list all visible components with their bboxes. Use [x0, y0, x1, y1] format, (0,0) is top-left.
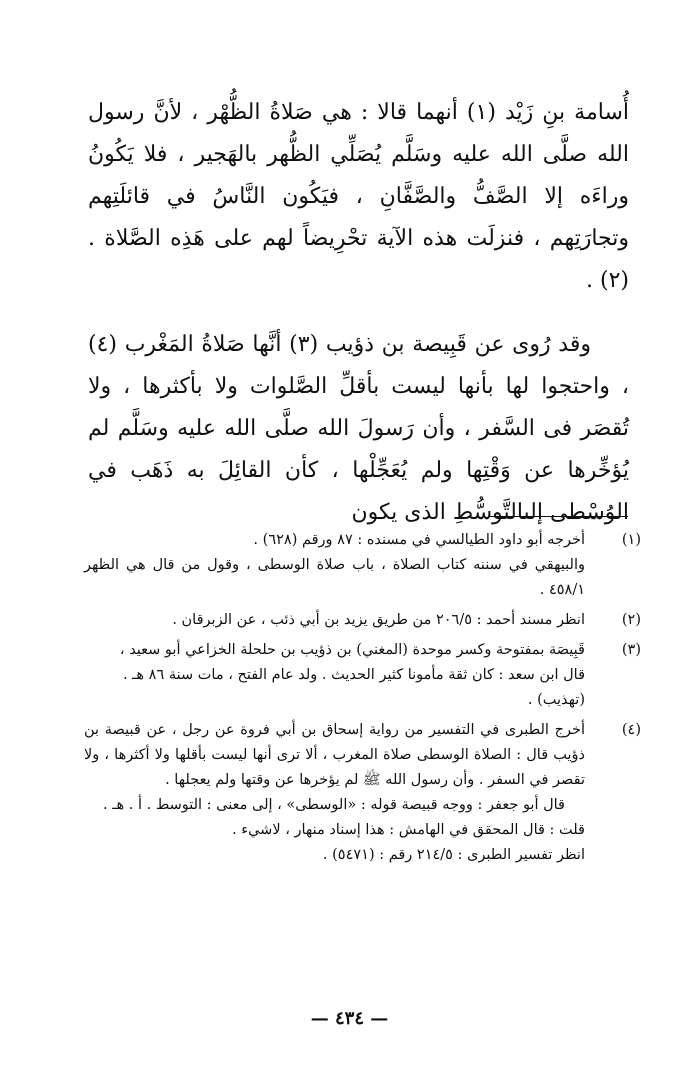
- footnote-line: قلت : قال المحقق في الهامش : هذا إسناد منهار ، لاشيء .: [232, 822, 585, 838]
- footnote-3: [84, 638, 641, 713]
- footnote-line: والبيهقي في سننه كتاب الصلاة ، باب صلاة الوسطى ، وقول من قال هي الظهر ٤٥٨/١ .: [84, 557, 585, 598]
- footnote-separator: [488, 516, 628, 517]
- footnote-line: قال أبو جعفر : ووجه قبيصة قوله : «الوسطى» ، إلى معنى : التوسط . أ . هـ .: [103, 797, 565, 813]
- footnote-number: (٤): [621, 722, 641, 738]
- footnote-line: انظر مسند أحمد : ٢٠٦/٥ من طريق يزيد بن أبي ذئب ، عن الزبرقان .: [172, 612, 585, 628]
- footnote-line: أخرج الطبرى في التفسير من رواية إسحاق بن أبي فروة عن رجل ، عن قبيصة بن ذؤيب قال : الصلاة الوسطى صلاة المغرب ، ألا ترى أنها ليست بأقلها ولا أكثرها ، ولا تقصر في السفر . وأن رسول الله ﷺ لم يؤخرها عن وقتها ولم يعجلها .: [84, 722, 585, 788]
- footnote-number: (٣): [621, 642, 641, 658]
- page-number: — ٤٣٤ —: [310, 1008, 389, 1029]
- footnote-body: [84, 528, 585, 603]
- footnotes: [84, 528, 641, 873]
- main-text: [88, 92, 629, 534]
- footnote-line: قَبِيصَة بمفتوحة وكسر موحدة (المغني) بن ذؤيب بن حلحلة الخزاعي أبو سعيد ،: [119, 642, 585, 658]
- footnote-line: قال ابن سعد : كان ثقة مأمونا كثير الحديث . ولد عام الفتح ، مات سنة ٨٦ هـ .: [122, 667, 585, 683]
- footnote-line: (تهذيب) .: [527, 692, 585, 708]
- footnote-body: [84, 608, 585, 633]
- footnote-number: (٢): [621, 612, 641, 628]
- footnote-line: انظر تفسير الطبرى : ٢١٤/٥ رقم : (٥٤٧١) .: [322, 847, 585, 863]
- footnote-number: (١): [621, 532, 641, 548]
- footnote-line: أخرجه أبو داود الطيالسي في مسنده : ٨٧ ورقم (٦٢٨) .: [253, 532, 585, 548]
- footnote-2: [84, 608, 641, 633]
- footnote-1: [84, 528, 641, 603]
- footnote-body: [84, 718, 585, 868]
- footnote-4: [84, 718, 641, 868]
- footnote-body: [84, 638, 585, 713]
- paragraph-1: أُسامة بنِ زَيْد (١) أنهما قالا : هي صَلاةُ الظُّهْر ، لأنَّ رسول الله صلَّى الله عليه وسَلَّم يُصَلِّي الظُّهر بالهَجير ، فلا يَكُونُ وراءَه إلا الصَّفُّ والصَّفَّانِ ، فيَكُون النَّاسُ في قائلَتِهم وتجارَتِهم ، فنزلَت هذه الآية تحْرِيضاً لهم على هَذِه الصَّلاة . (٢) .: [88, 100, 630, 293]
- paragraph-2: وقد رُوى عن قَبِيصة بن ذؤيب (٣) أنَّها صَلاةُ المَغْرب (٤) ، واحتجوا لها بأنها ليست بأقلِّ الصَّلوات ولا بأكثرها ، ولا تُقصَر فى السَّفر ، وأن رَسولَ الله صلَّى الله عليه وسَلَّم لم يُؤخِّرها عن وَقْتِها ولم يُعَجِّلْها ، كأن القائِلَ به ذَهَب في الوُسْطى إلىالتَّوسُّطِ الذى يكون: [88, 332, 629, 525]
